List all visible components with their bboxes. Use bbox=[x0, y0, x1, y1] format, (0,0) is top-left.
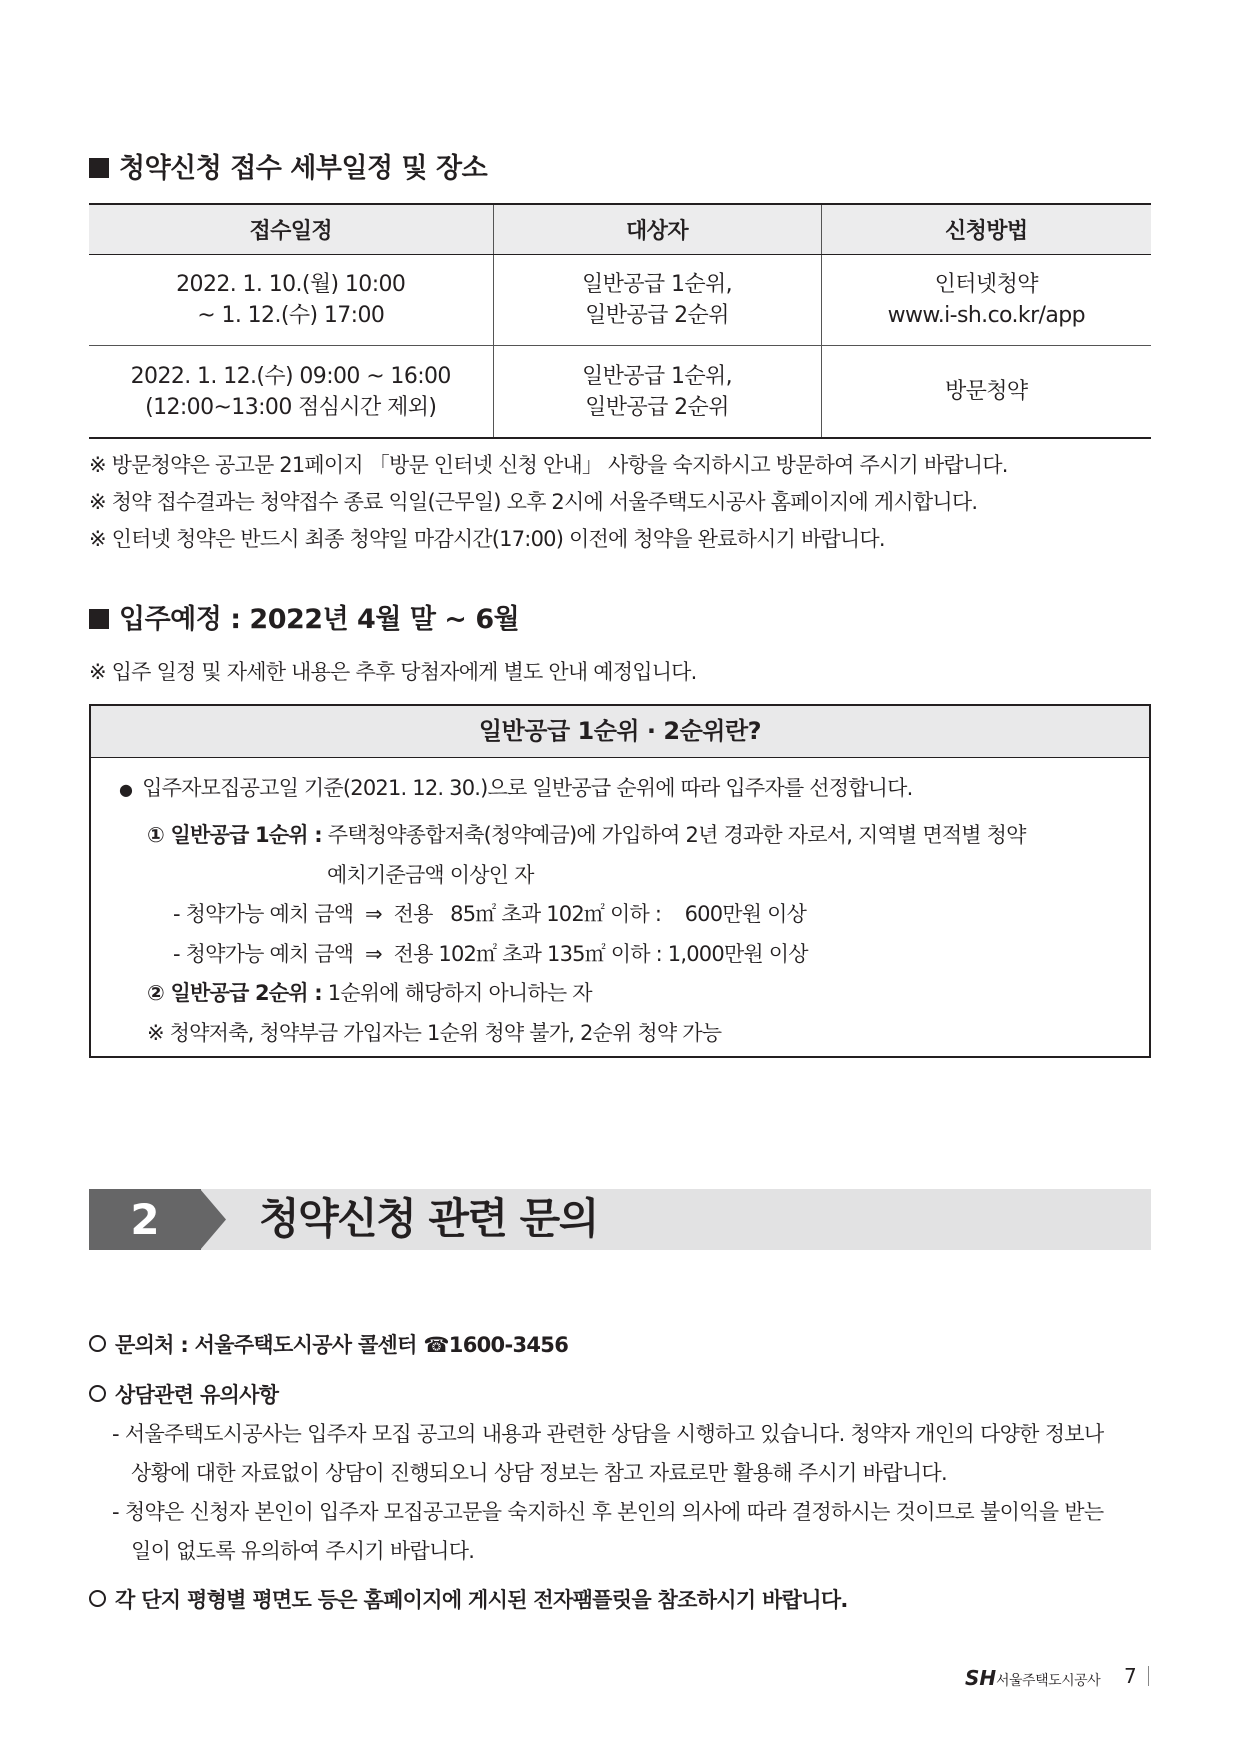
contact-line: 문의처 : 서울주택도시공사 콜센터 ☎1600-3456 bbox=[89, 1329, 568, 1359]
footer-divider bbox=[1148, 1666, 1149, 1686]
caution-title: 상담관련 유의사항 bbox=[89, 1379, 278, 1409]
schedule-note: ※ 방문청약은 공고문 21페이지 「방문 인터넷 신청 안내」 사항을 숙지하시고 방문하여 주시기 바랍니다. bbox=[89, 453, 1008, 477]
schedule-note: ※ 청약 접수결과는 청약접수 종료 익일(근무일) 오후 2시에 서울주택도시공사 홈페이지에 게시합니다. bbox=[89, 490, 978, 514]
section-title-inquiry: 청약신청 관련 문의 bbox=[259, 1194, 598, 1243]
rank1-line: ① 일반공급 1순위 : 주택청약종합저축(청약예금)에 가입하여 2년 경과한 자로서, 지역별 면적별 청약 bbox=[147, 823, 1026, 847]
move-in-note: ※ 입주 일정 및 자세한 내용은 추후 당첨자에게 별도 안내 예정입니다. bbox=[89, 660, 697, 684]
info-box-title: 일반공급 1순위 · 2순위란? bbox=[91, 706, 1149, 758]
deposit-line: - 청약가능 예치 금액 ⇒ 전용 102㎡ 초과 135㎡ 이하 : 1,000만원 이상 bbox=[173, 942, 808, 966]
table-header: 접수일정 bbox=[89, 204, 493, 255]
floorplan-note: 각 단지 평형별 평면도 등은 홈페이지에 게시된 전자팸플릿을 참조하시기 바랍니다. bbox=[89, 1584, 848, 1614]
caution-line: 상황에 대한 자료없이 상담이 진행되오니 상담 정보는 참고 자료로만 활용해 주시기 바랍니다. bbox=[131, 1461, 947, 1485]
rank1-line-continued: 예치기준금액 이상인 자 bbox=[327, 863, 534, 887]
table-header: 신청방법 bbox=[821, 204, 1151, 255]
section-number: 2 bbox=[89, 1189, 201, 1250]
caution-line: 일이 없도록 유의하여 주시기 바랍니다. bbox=[131, 1539, 475, 1563]
table-header-row bbox=[89, 204, 1151, 255]
table-cell: 2022. 1. 12.(수) 09:00 ~ 16:00 (12:00~13:00 점심시간 제외) bbox=[89, 346, 493, 439]
rank2-line: ② 일반공급 2순위 : 1순위에 해당하지 아니하는 자 bbox=[147, 981, 592, 1005]
footer-org: 서울주택도시공사 bbox=[996, 1673, 1101, 1689]
rank-info-box bbox=[89, 704, 1151, 1058]
table-row bbox=[89, 255, 1151, 346]
square-bullet-icon bbox=[89, 609, 109, 629]
table-cell: 2022. 1. 10.(월) 10:00 ~ 1. 12.(수) 17:00 bbox=[89, 255, 493, 346]
bullet-dot-icon: ● bbox=[119, 780, 133, 799]
table-cell: 일반공급 1순위, 일반공급 2순위 bbox=[493, 346, 821, 439]
table-cell: 방문청약 bbox=[821, 346, 1151, 439]
info-bullet-line: ● 입주자모집공고일 기준(2021. 12. 30.)으로 일반공급 순위에 따라 입주자를 선정합니다. bbox=[119, 776, 913, 800]
caution-line: - 서울주택도시공사는 입주자 모집 공고의 내용과 관련한 상담을 시행하고 있습니다. 청약자 개인의 다양한 정보나 bbox=[112, 1422, 1104, 1446]
section-title-move-in: 입주예정 : 2022년 4월 말 ~ 6월 bbox=[89, 597, 519, 636]
page-number: 7 bbox=[1124, 1664, 1137, 1688]
deposit-line: - 청약가능 예치 금액 ⇒ 전용 85㎡ 초과 102㎡ 이하 : 600만원 이상 bbox=[173, 902, 807, 926]
sh-logo: SH bbox=[965, 1666, 997, 1690]
banner-arrow-icon bbox=[200, 1189, 240, 1250]
table-cell: 일반공급 1순위, 일반공급 2순위 bbox=[493, 255, 821, 346]
circle-bullet-icon bbox=[89, 1335, 106, 1352]
info-box-note: ※ 청약저축, 청약부금 가입자는 1순위 청약 불가, 2순위 청약 가능 bbox=[147, 1021, 722, 1045]
application-url-link[interactable]: www.i-sh.co.kr/app bbox=[887, 303, 1085, 328]
square-bullet-icon bbox=[89, 158, 109, 178]
section-banner bbox=[89, 1189, 1151, 1250]
section-title-schedule: 청약신청 접수 세부일정 및 장소 bbox=[89, 146, 487, 185]
caution-line: - 청약은 신청자 본인이 입주자 모집공고문을 숙지하신 후 본인의 의사에 따라 결정하시는 것이므로 불이익을 받는 bbox=[112, 1500, 1104, 1524]
schedule-note: ※ 인터넷 청약은 반드시 최종 청약일 마감시간(17:00) 이전에 청약을 완료하시기 바랍니다. bbox=[89, 527, 885, 551]
circle-bullet-icon bbox=[89, 1385, 106, 1402]
circle-bullet-icon bbox=[89, 1590, 106, 1607]
table-header: 대상자 bbox=[493, 204, 821, 255]
schedule-table bbox=[89, 203, 1151, 439]
table-cell: 인터넷청약 www.i-sh.co.kr/app bbox=[821, 255, 1151, 346]
table-row bbox=[89, 346, 1151, 439]
